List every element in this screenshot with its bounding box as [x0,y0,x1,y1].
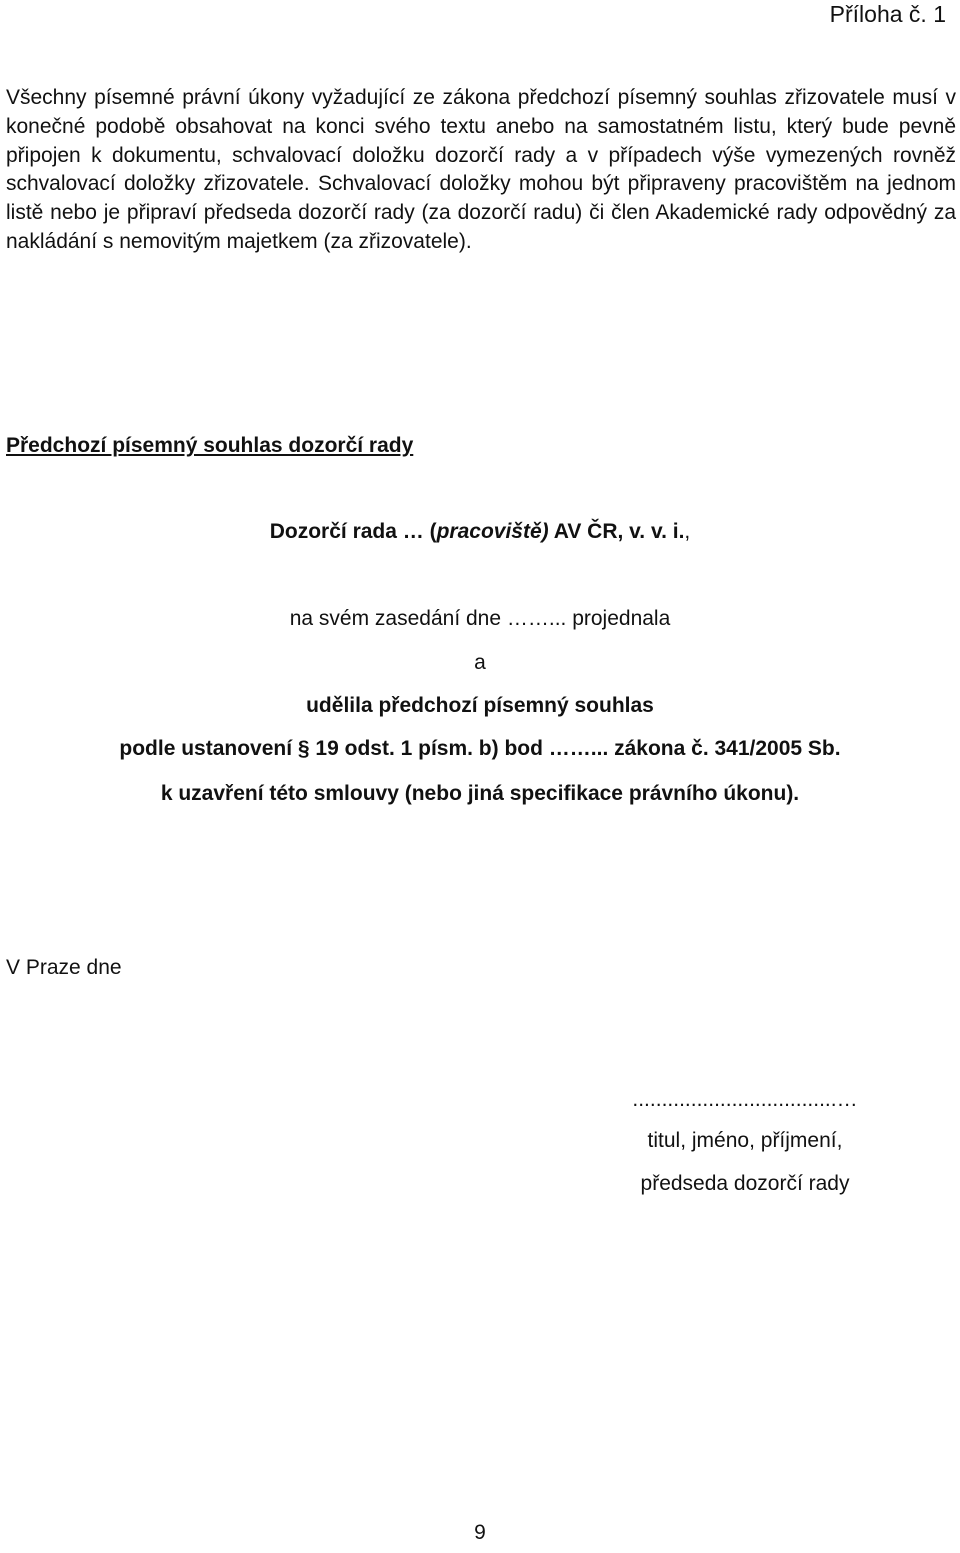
consent-heading: Předchozí písemný souhlas dozorčí rady [6,434,414,457]
provision-line: podle ustanovení § 19 odst. 1 písm. b) bod ……... zákona č. 341/2005 Sb. [119,737,841,760]
signature-name-line: titul, jméno, příjmení, [647,1129,843,1152]
contract-line: k uzavření této smlouvy (nebo jiná specifikace právního úkonu). [160,782,800,805]
page-number: 9 [474,1521,486,1544]
intro-paragraph: Všechny písemné právní úkony vyžadující ze zákona předchozí písemný souhlas zřizovatele musí v konečné podobě obsahovat na konci svého textu anebo na samostatném listu, který bude pevně připojen k dokumentu, schvalovací doložku dozorčí rady a v případech výše vymezených rovněž schvalovací doložky zřizovatele. Schvalovací doložky mohou být připraveny pracovištěm na jednom listě nebo je připraví předseda dozorčí rady (za dozorčí radu) či člen Akademické rady odpovědný za nakládání s nemovitým majetkem (za zřizovatele). [6,86,956,253]
place-date: V Praze dne [6,956,122,979]
and-word: a [474,651,486,674]
council-line [0,518,960,546]
meeting-line: na svém zasedání dne ……... projednala [289,607,671,630]
consent-granted-line: udělila předchozí písemný souhlas [306,694,654,717]
council-workplace: pracoviště) [436,520,549,543]
council-prefix: Dozorčí rada … ( [269,520,437,543]
annex-label: Příloha č. 1 [829,1,946,27]
council-suffix: AV ČR, v. v. i. [548,520,685,543]
council-trailing: , [684,520,691,543]
signature-dots: ...................................… [632,1088,858,1111]
signature-role-line: předseda dozorčí rady [640,1172,850,1195]
